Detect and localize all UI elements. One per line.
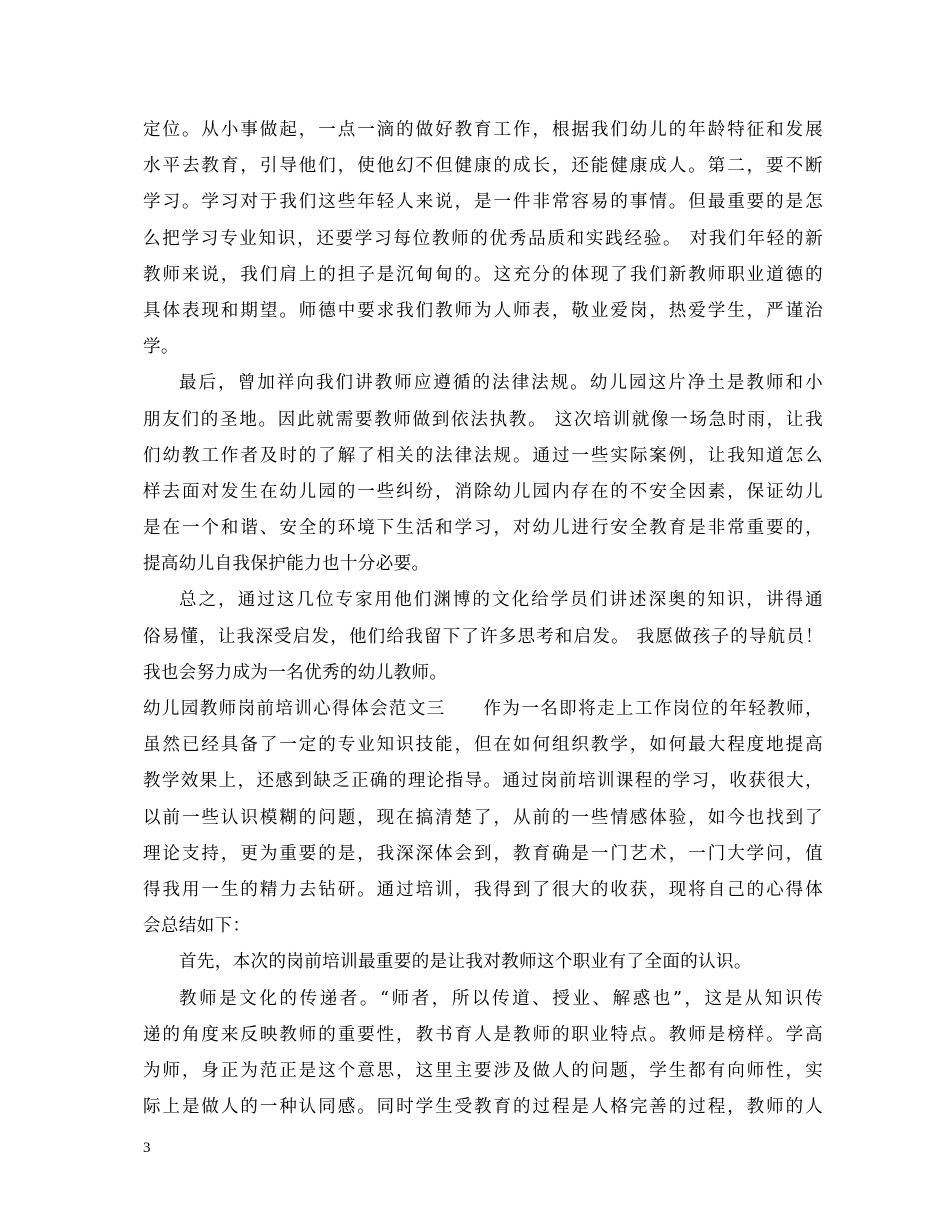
text-line: 俗易懂，让我深受启发，他们给我留下了许多思考和启发。 我愿做孩子的导航员！ — [143, 626, 823, 647]
text-line: 教师是文化的传递者。“师者，所以传道、授业、解惑也”，这是从知识传 — [179, 988, 823, 1009]
text-line: 提高幼儿自我保护能力也十分必要。 — [143, 554, 430, 575]
text-line: 我也会努力成为一名优秀的幼儿教师。 — [143, 662, 448, 683]
text-line: 递的角度来反映教师的重要性，教书育人是教师的职业特点。教师是榜样。学高 — [143, 1024, 823, 1045]
text-line: 是在一个和谐、安全的环境下生活和学习，对幼儿进行安全教育是非常重要的， — [143, 518, 823, 539]
body-text — [143, 112, 823, 1125]
text-line: 水平去教育，引导他们，使他幻不但健康的成长，还能健康成人。第二，要不断 — [143, 156, 823, 177]
text-line: 以前一些认识模糊的问题，现在搞清楚了，从前的一些情感体验，如今也找到了 — [143, 807, 823, 828]
text-line: 样去面对发生在幼儿园的一些纠纷，消除幼儿园内存在的不安全因素，保证幼儿 — [143, 481, 823, 502]
text-line: 学习。学习对于我们这些年轻人来说，是一件非常容易的事情。但最重要的是怎 — [143, 192, 823, 213]
text-line: 总之，通过这几位专家用他们渊博的文化给学员们讲述深奥的知识，讲得通 — [179, 590, 823, 611]
text-line: 际上是做人的一种认同感。同时学生受教育的过程是人格完善的过程，教师的人 — [143, 1097, 823, 1118]
text-line: 定位。从小事做起，一点一滴的做好教育工作，根据我们幼儿的年龄特征和发展 — [143, 120, 823, 140]
text-line: 教学效果上，还感到缺乏正确的理论指导。通过岗前培训课程的学习，收获很大， — [143, 771, 823, 792]
text-line: 理论支持，更为重要的是，我深深体会到，教育确是一门艺术，一门大学问，值 — [143, 843, 823, 864]
text-line: 朋友们的圣地。因此就需要教师做到依法执教。 这次培训就像一场急时雨，让我 — [143, 409, 823, 430]
text-line: 首先，本次的岗前培训最重要的是让我对教师这个职业有了全面的认识。 — [179, 952, 752, 973]
text-line: 学。 — [143, 337, 179, 358]
page-number: 3 — [143, 1140, 151, 1156]
text-line: 得我用一生的精力去钻研。通过培训，我得到了很大的收获，现将自己的心得体 — [143, 879, 823, 900]
text-line: 么把学习专业知识，还要学习每位教师的优秀品质和实践经验。 对我们年轻的新 — [143, 228, 823, 249]
text-line: 具体表现和期望。师德中要求我们教师为人师表，敬业爱岗，热爱学生，严谨治 — [143, 300, 823, 321]
text-line: 教师来说，我们肩上的担子是沉甸甸的。这充分的体现了我们新教师职业道德的 — [143, 264, 823, 285]
text-line: 幼儿园教师岗前培训心得体会范文三 作为一名即将走上工作岗位的年轻教师， — [143, 699, 823, 719]
text-line: 为师，身正为范正是这个意思，这里主要涉及做人的问题，学生都有向师性，实 — [143, 1060, 823, 1081]
text-line: 最后，曾加祥向我们讲教师应遵循的法律法规。幼儿园这片净土是教师和小 — [179, 373, 823, 394]
text-line: 会总结如下： — [143, 916, 251, 937]
text-line: 虽然已经具备了一定的专业知识技能，但在如何组织教学，如何最大程度地提高 — [143, 735, 823, 756]
text-line: 们幼教工作者及时的了解了相关的法律法规。通过一些实际案例，让我知道怎么 — [143, 445, 823, 466]
